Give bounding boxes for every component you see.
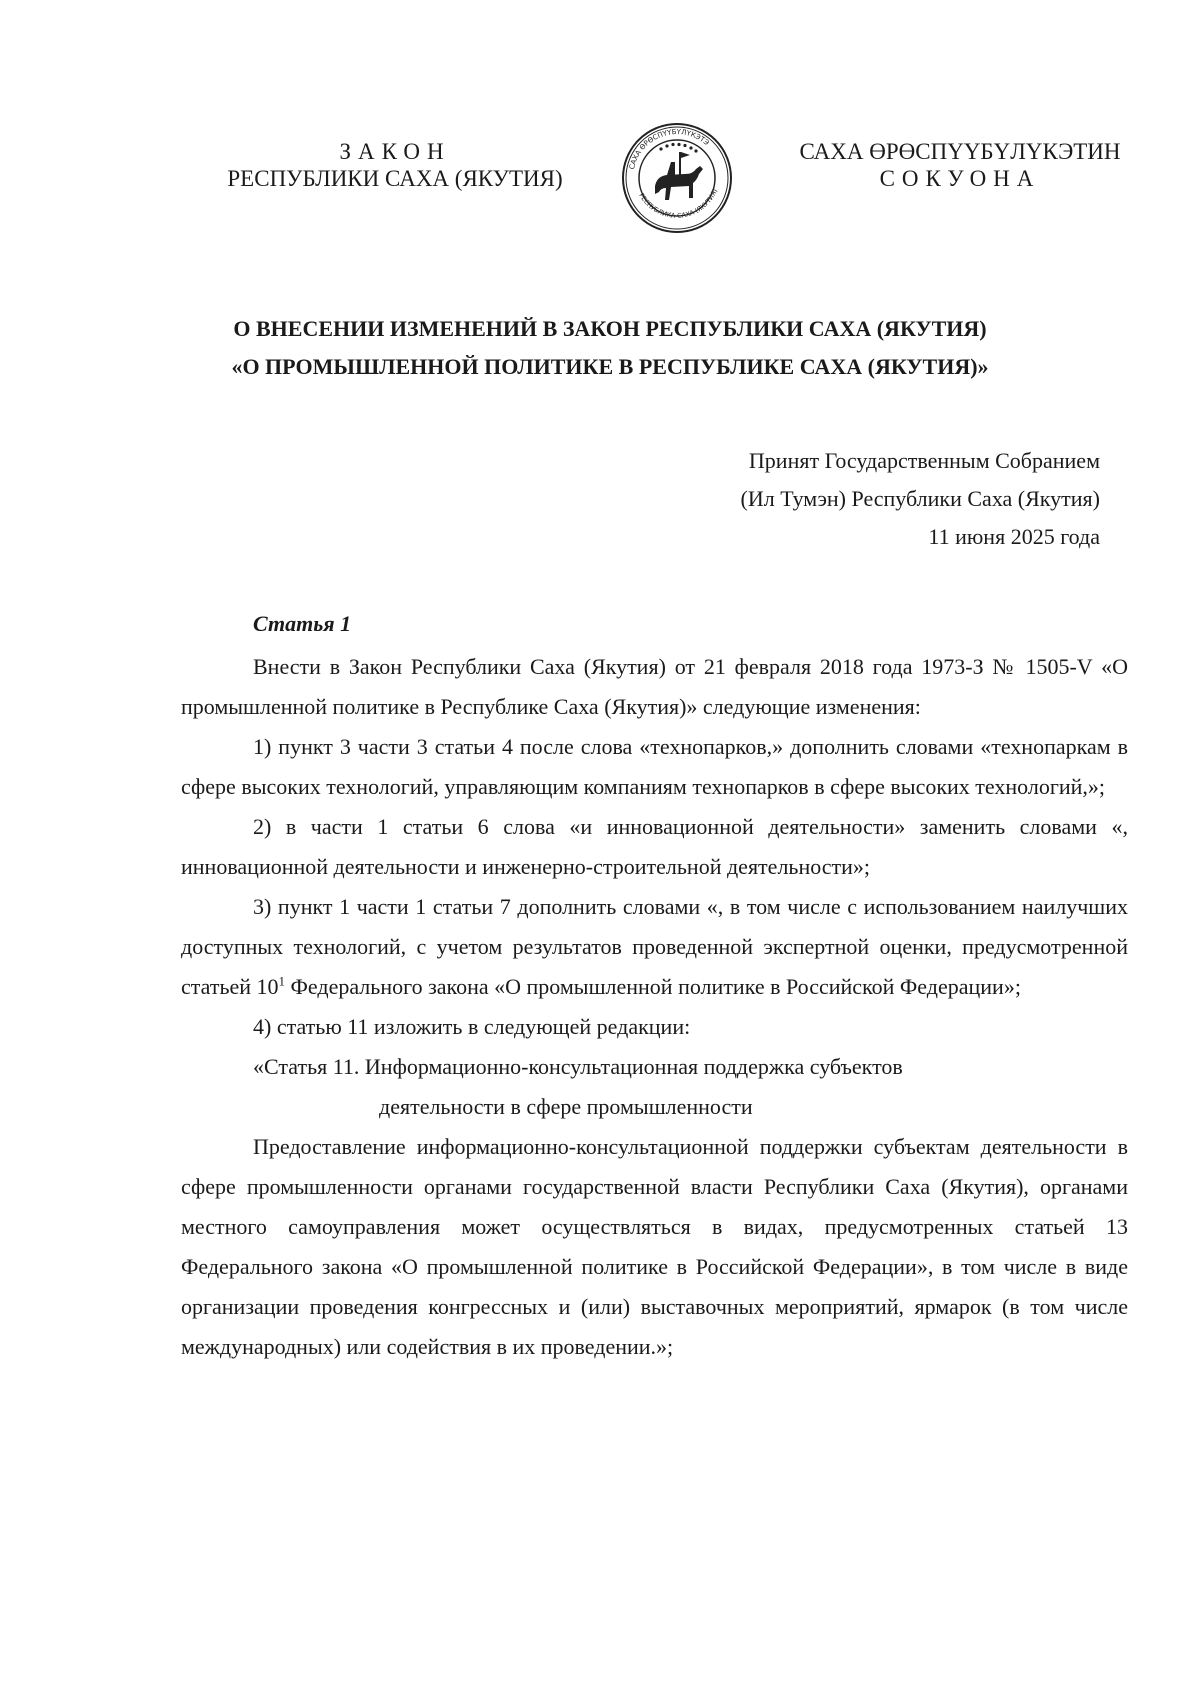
article-body bbox=[181, 647, 1128, 1367]
new-article-title-line2: деятельности в сфере промышленности bbox=[379, 1094, 753, 1119]
superscript: 1 bbox=[278, 973, 286, 989]
coat-of-arms-emblem-icon bbox=[621, 122, 733, 234]
amendment-item-2: 2) в части 1 статьи 6 слова «и инновационной деятельности» заменить словами «, инновационной деятельности и инженерно-строительной деятельности»; bbox=[181, 814, 1128, 879]
amendment-item-4: 4) статью 11 изложить в следующей редакции: bbox=[253, 1014, 691, 1039]
law-title-line2: «О ПРОМЫШЛЕННОЙ ПОЛИТИКЕ В РЕСПУБЛИКЕ САХА (ЯКУТИЯ)» bbox=[231, 354, 989, 379]
svg-text:РЕСПУБЛИКА САХА (ЯКУТИЯ): РЕСПУБЛИКА САХА (ЯКУТИЯ) bbox=[637, 187, 720, 220]
amendment-item-3 bbox=[181, 887, 1128, 1007]
header-left-line1: ЗАКОН bbox=[339, 139, 451, 164]
article-heading: Статья 1 bbox=[253, 611, 352, 636]
new-article-text: Предоставление информационно-консультационной поддержки субъектам деятельности в сфере промышленности органами государственной власти Республики Саха (Якутия), органами местного самоуправления может осуществляться в видах, предусмотренных статьей 13 Федерального закона «О промышленной политике в Российской Федерации», в том числе в виде организации проведения конгрессных и (или) выставочных мероприятий, ярмарок (в том числе международных) или содействия в их проведении.»; bbox=[181, 1134, 1128, 1359]
law-title-line1: О ВНЕСЕНИИ ИЗМЕНЕНИЙ В ЗАКОН РЕСПУБЛИКИ САХА (ЯКУТИЯ) bbox=[233, 316, 987, 341]
header-left bbox=[205, 138, 585, 192]
svg-text:САХА ӨРӨСПҮҮБҮЛҮКЭТЭ: САХА ӨРӨСПҮҮБҮЛҮКЭТЭ bbox=[627, 127, 711, 171]
amendment-item-1: 1) пункт 3 части 3 статьи 4 после слова «технопарков,» дополнить словами «технопаркам в сфере высоких технологий, управляющим компаниям технопарков в сфере высоких технологий,»; bbox=[181, 734, 1128, 799]
header-right bbox=[770, 138, 1150, 192]
adoption-block bbox=[741, 442, 1100, 556]
adoption-date: 11 июня 2025 года bbox=[928, 524, 1100, 549]
amendment-item-3-text: 3) пункт 1 части 1 статьи 7 дополнить словами «, в том числе с использованием наилучших доступных технологий, с учетом результатов проведенной экспертной оценки, предусмотренной статьей 10 bbox=[181, 894, 1128, 999]
article-intro: Внести в Закон Республики Саха (Якутия) от 21 февраля 2018 года 1973-З № 1505-V «О промышленной политике в Республике Саха (Якутия)» следующие изменения: bbox=[181, 654, 1128, 719]
adoption-line2: (Ил Тумэн) Республики Саха (Якутия) bbox=[740, 486, 1100, 511]
amendment-item-3-text-end: Федерального закона «О промышленной политике в Российской Федерации»; bbox=[285, 974, 1021, 999]
header-left-line2: РЕСПУБЛИКИ САХА (ЯКУТИЯ) bbox=[227, 166, 563, 191]
new-article-title-line1: «Статья 11. Информационно-консультационная поддержка субъектов bbox=[253, 1054, 903, 1079]
header-right-line2: СОКУОНА bbox=[879, 166, 1041, 191]
header-right-line1: САХА ӨРӨСПҮҮБҮЛҮКЭТИН bbox=[799, 139, 1121, 164]
adoption-line1: Принят Государственным Собранием bbox=[748, 448, 1100, 473]
law-title bbox=[180, 310, 1040, 386]
